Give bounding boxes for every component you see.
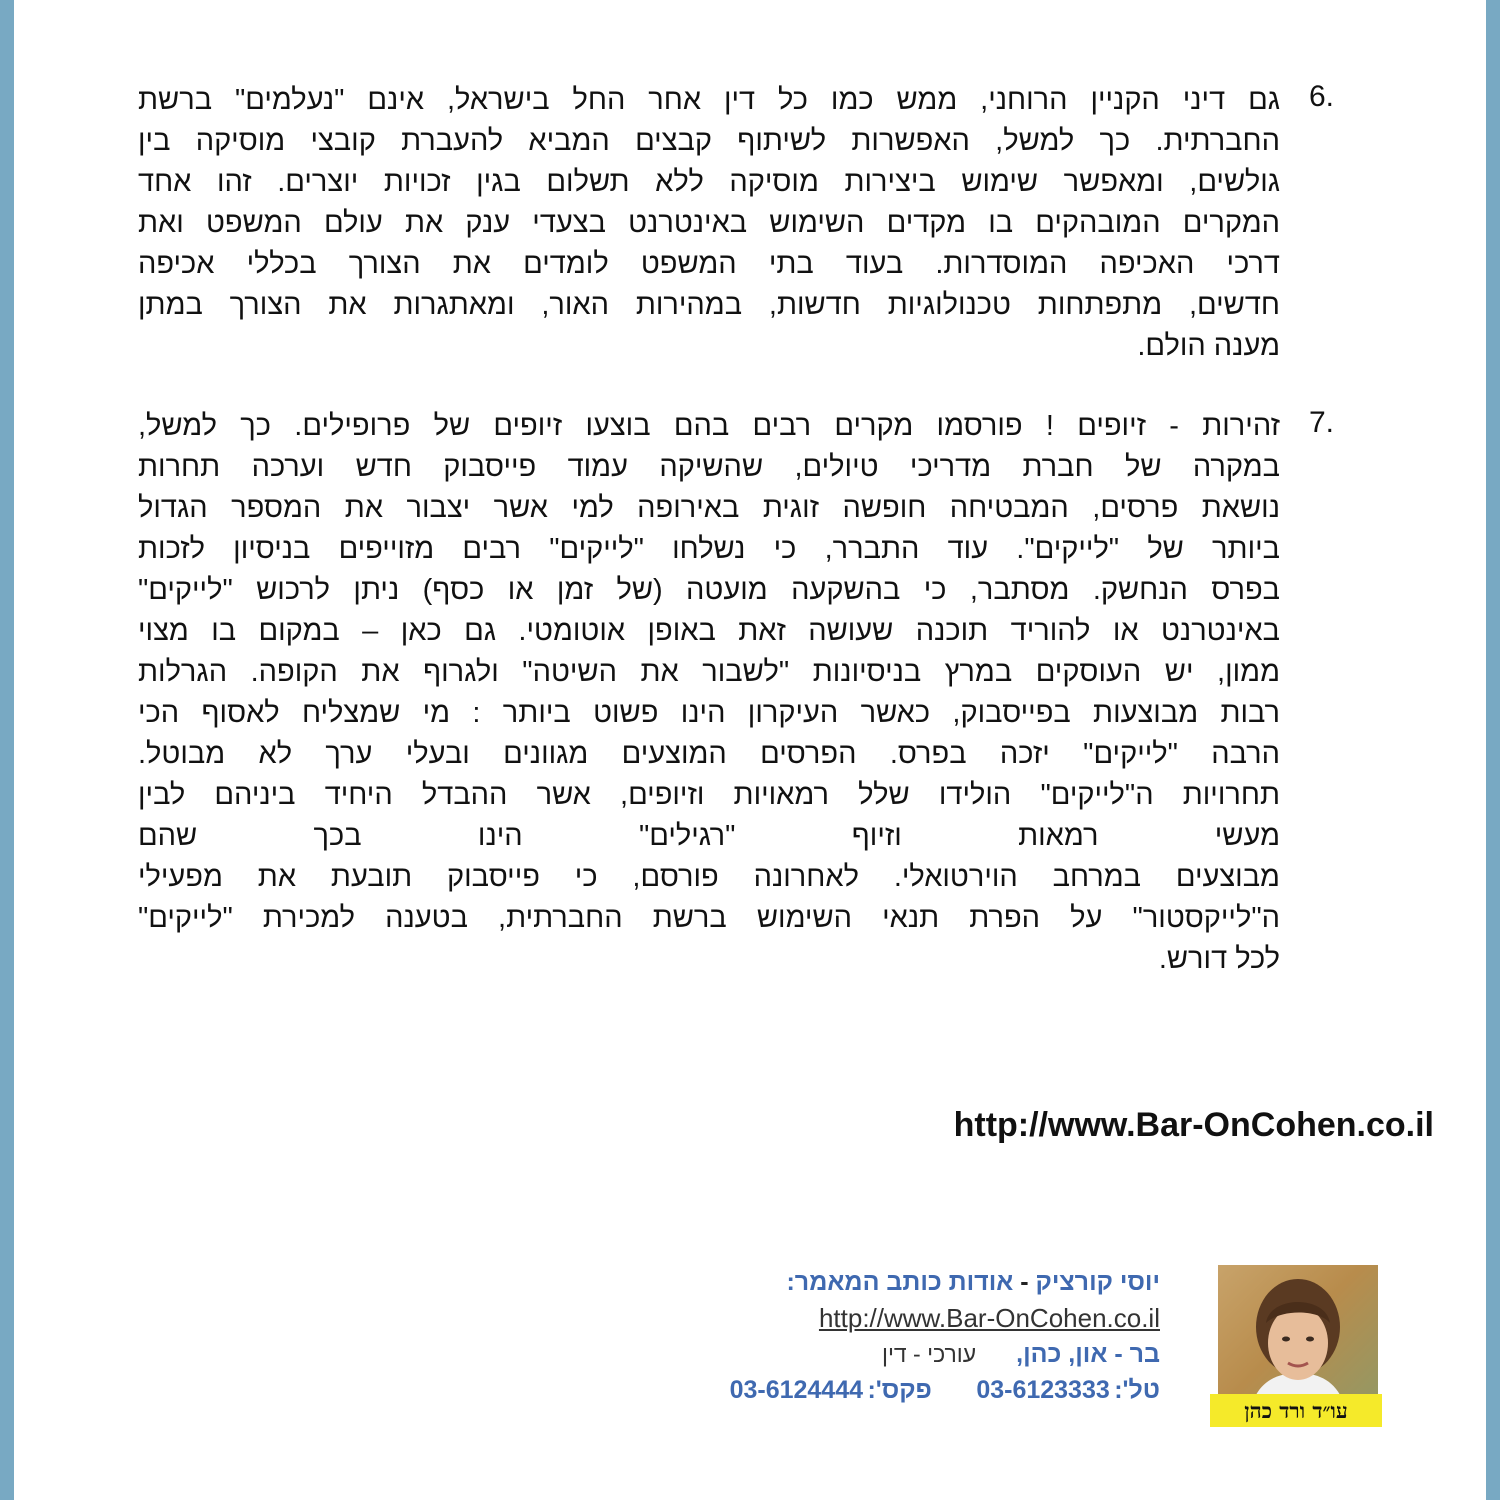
text-line: בפרס הנחשק. מסתבר, כי בהשקעה מועטה (של זמן או כסף) ניתן לרכוש "לייקים" <box>138 574 1280 606</box>
text-line: הרבה "לייקים" יזכה בפרס. הפרסים המוצעים מגוונים ובעלי ערך לא מבוטל. <box>138 738 1280 770</box>
text-line: נושאת פרסים, המבטיחה חופשה זוגית באירופה למי אשר יצבור את המספר הגדול <box>138 492 1280 524</box>
firm-type: עורכי - דין <box>881 1341 977 1367</box>
author-heading-row <box>730 1264 1160 1300</box>
text-line: ביותר של "לייקים". עוד התברר, כי נשלחו "לייקים" רבים מזוייפים בניסיון לזכות <box>138 533 1280 565</box>
text-line: ממון, יש העוסקים במרץ בניסיונות "לשבור את השיטה" ולגרוף את הקופה. הגרלות <box>138 656 1280 688</box>
text-line: לכל דורש. <box>1158 943 1280 975</box>
text-line: מעשי רמאות וזיוף "רגילים" הינו בכך שהם <box>138 820 1280 852</box>
photo-caption: עו״ד ורד כהן <box>1210 1394 1382 1427</box>
text-line: מבוצעים במרחב הוירטואלי. לאחרונה פורסם, כי פייסבוק תובעת את מפעילי <box>138 861 1280 893</box>
author-info <box>730 1264 1160 1408</box>
text-line: ה"לייקסטור" על הפרת תנאי השימוש ברשת החברתית, בטענה למכירת "לייקים" <box>138 902 1280 934</box>
phone-number: 03-6123333 <box>976 1376 1110 1404</box>
text-line: במקרה של חברת מדריכי טיולים, שהשיקה עמוד פייסבוק חדש וערכה תחרות <box>138 451 1280 483</box>
text-line: המקרים המובהקים בו מקדים השימוש באינטרנט בצעדי ענק את עולם המשפט ואת <box>138 207 1280 239</box>
website-url[interactable]: http://www.Bar-OnCohen.co.il <box>953 1106 1434 1144</box>
author-heading: אודות כותב המאמר: <box>786 1268 1014 1296</box>
fax-number: 03-6124444 <box>729 1376 864 1404</box>
text-line: גם דיני הקניין הרוחני, ממש כמו כל דין אחר החל בישראל, אינם "נעלמים" ברשת <box>138 84 1280 116</box>
document-page <box>14 0 1486 1500</box>
item-number: 6. <box>1308 80 1334 113</box>
text-line: החברתית. כך למשל, האפשרות לשיתוף קבצים המביא להעברת קובצי מוסיקה בין <box>138 125 1280 157</box>
fax-label: פקס': <box>867 1376 932 1404</box>
text-line: דרכי האכיפה המוסדרות. בעוד בתי המשפט לומדים את הצורך בכללי אכיפה <box>138 248 1280 280</box>
heading-separator: - <box>1013 1268 1036 1296</box>
firm-link[interactable]: http://www.Bar-OnCohen.co.il <box>818 1303 1160 1333</box>
item-text <box>138 406 1280 980</box>
item-number: 7. <box>1308 406 1334 439</box>
text-line: תחרויות ה"לייקים" הולידו שלל רמאויות וזיופים, אשר ההבדל היחיד ביניהם לבין <box>138 779 1280 811</box>
item-text <box>138 80 1280 367</box>
link-row <box>730 1300 1160 1336</box>
text-line: רבות מבוצעות בפייסבוק, כאשר העיקרון הינו פשוט ביותר : מי שמצליח לאסוף הכי <box>138 697 1280 729</box>
phone-label: טל': <box>1114 1376 1160 1404</box>
text-line: זהירות - זיופים ! פורסמו מקרים רבים בהם בוצעו זיופים של פרופילים. כך למשל, <box>138 410 1280 442</box>
author-name: יוסי קורציק <box>1035 1268 1160 1296</box>
text-line: גולשים, ומאפשר שימוש ביצירות מוסיקה ללא תשלום בגין זכויות יוצרים. זהו אחד <box>138 166 1280 198</box>
text-line: באינטרנט או להוריד תוכנה שעושה זאת באופן אוטומטי. גם כאן – במקום בו מצוי <box>138 615 1280 647</box>
firm-row <box>730 1336 1160 1372</box>
text-line: מענה הולם. <box>1137 330 1280 362</box>
firm-names: בר - און, כהן, <box>1016 1340 1160 1368</box>
contact-row <box>730 1372 1160 1408</box>
text-line: חדשים, מתפתחות טכנולוגיות חדשות, במהירות האור, ומאתגרות את הצורך במתן <box>138 289 1280 321</box>
